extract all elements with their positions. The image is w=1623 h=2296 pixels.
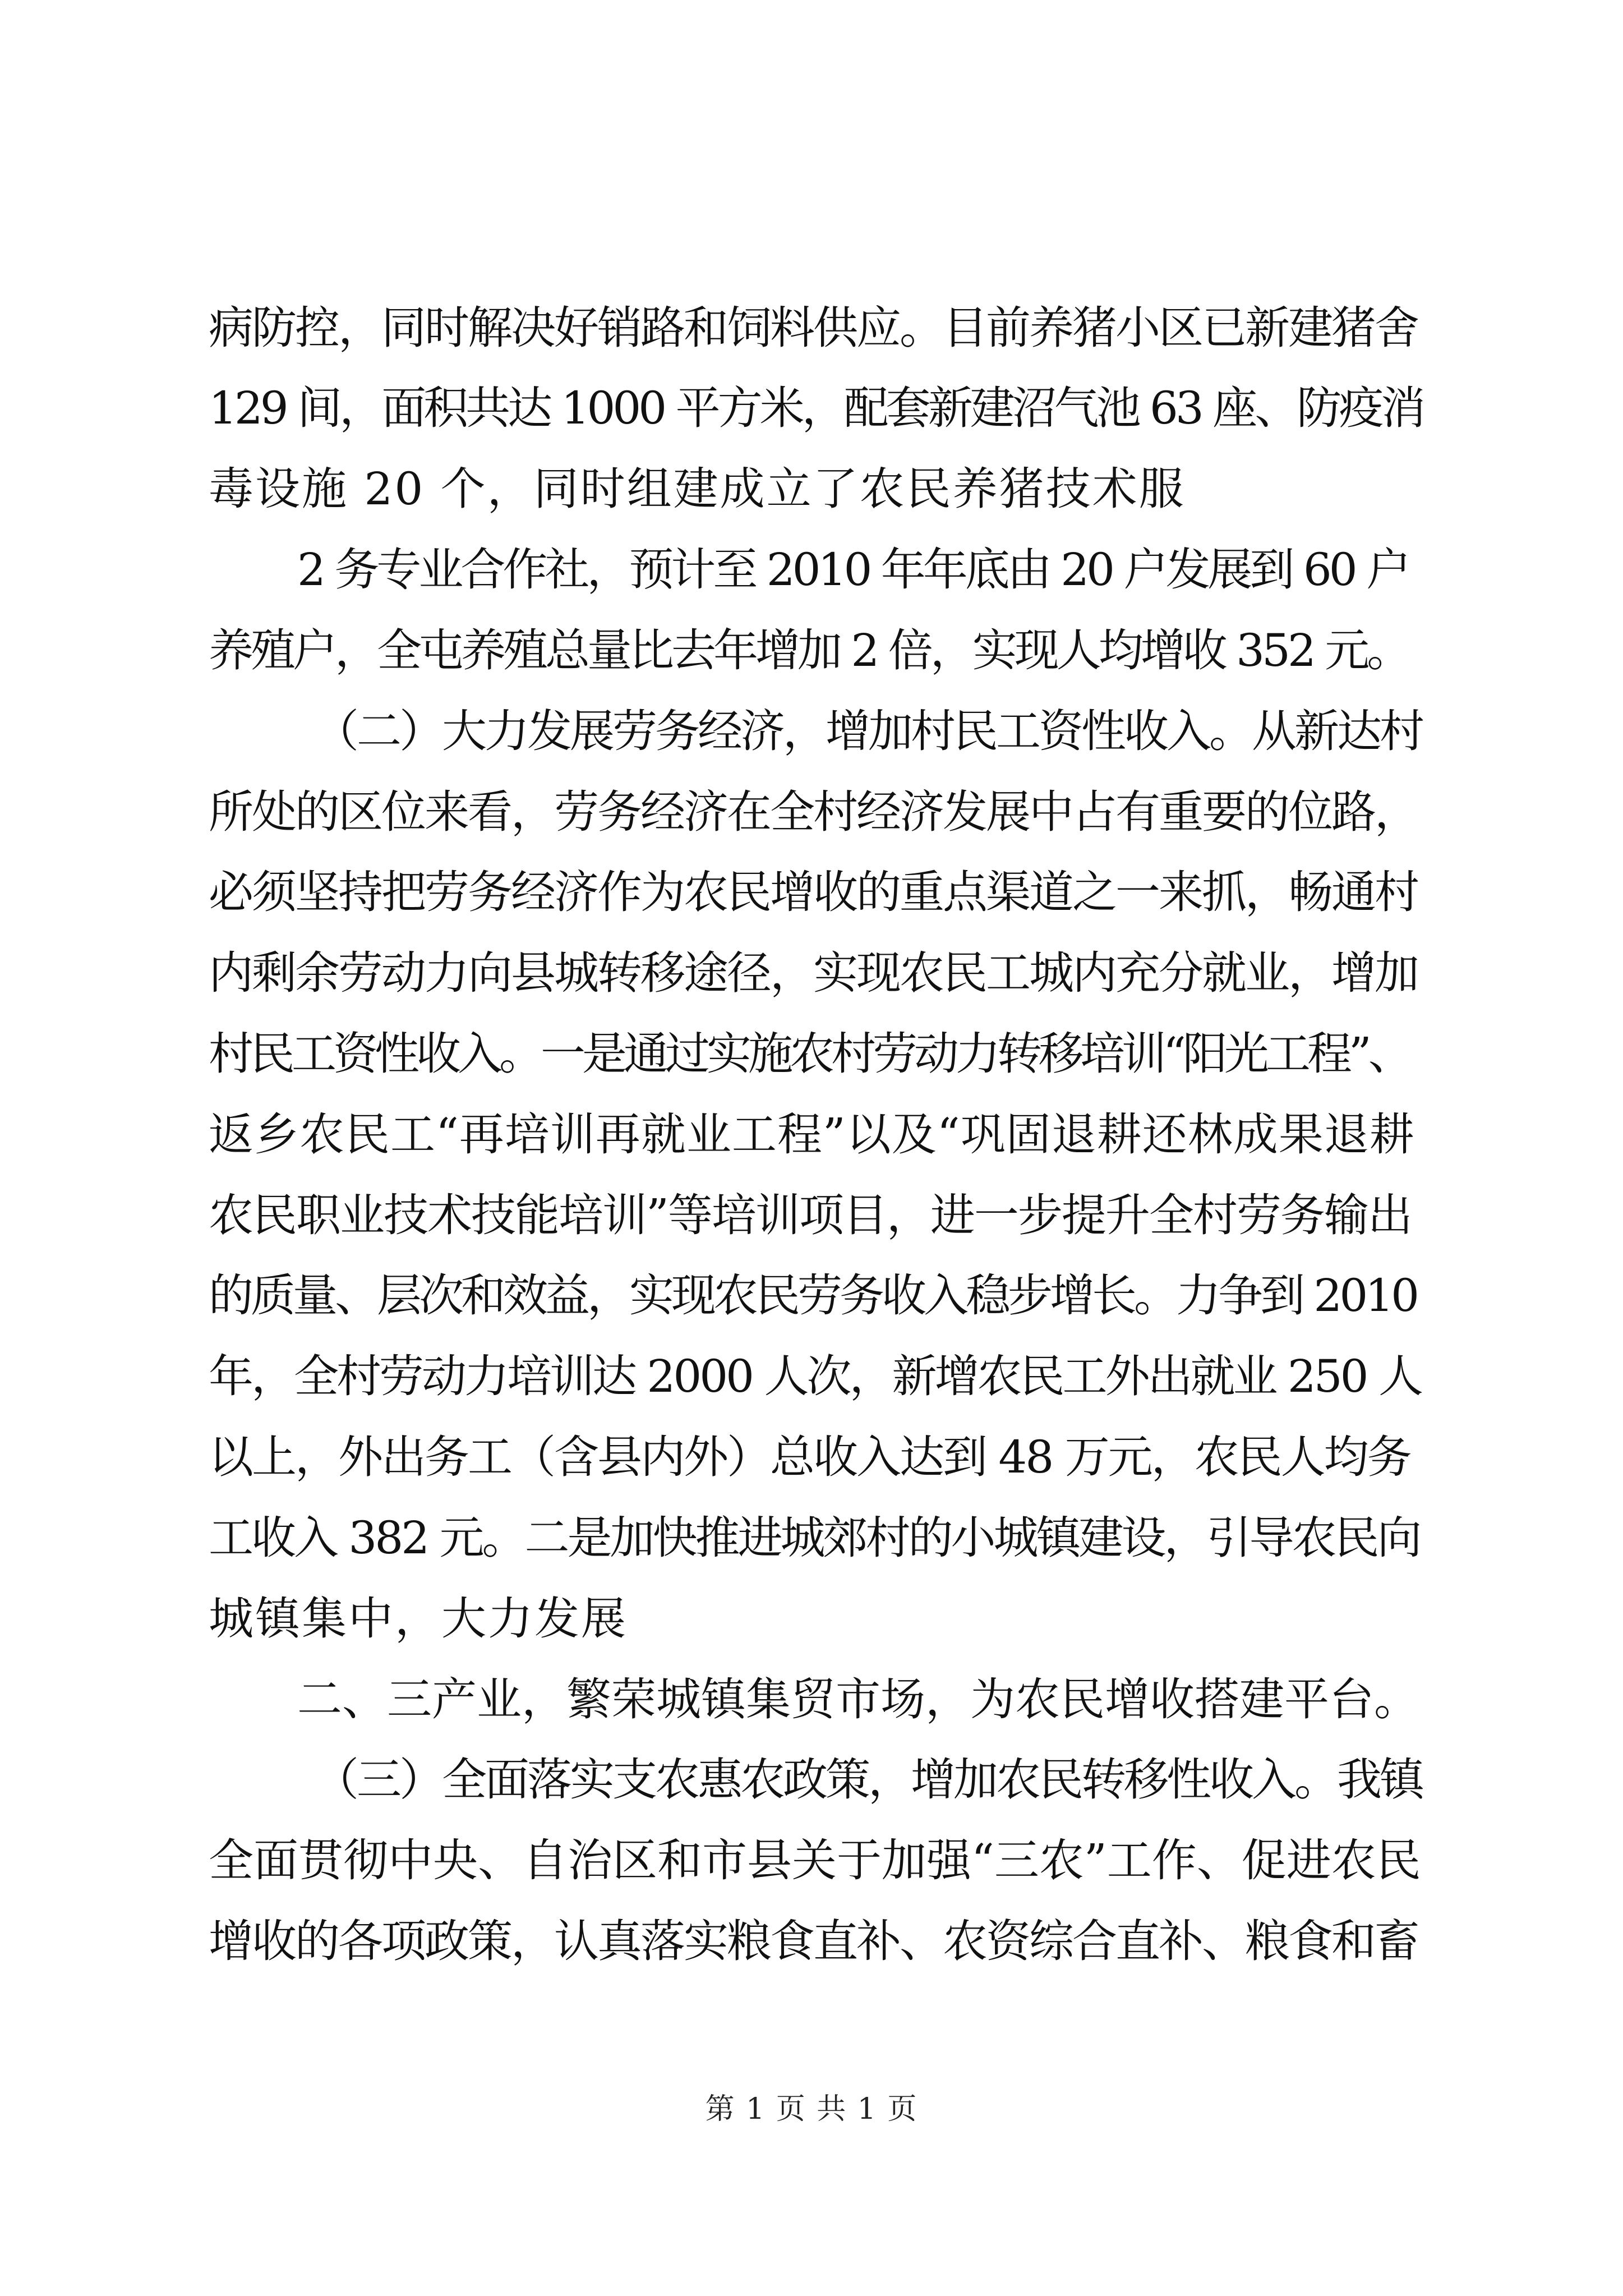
paragraph-line: 返乡农民工“再培训再就业工程”以及“巩固退耕还林成果退耕 xyxy=(209,1108,1415,1161)
paragraph-line: 农民职业技术技能培训”等培训项目，进一步提升全村劳务输出 xyxy=(209,1189,1412,1241)
paragraph-line: 城镇集中，大力发展 xyxy=(209,1593,628,1645)
paragraph-line: 必须坚持把劳务经济作为农民增收的重点渠道之一来抓，畅通村 xyxy=(209,866,1418,918)
paragraph-line: 毒设施 20 个，同时组建成立了农民养猪技术服 xyxy=(209,463,1186,515)
paragraph-line: 所处的区位来看，劳务经济在全村经济发展中占有重要的位路， xyxy=(209,786,1418,838)
paragraph-line: 工收入 382 元。二是加快推进城郊村的小城镇建设，引导农民向 xyxy=(209,1512,1420,1564)
paragraph-line: 129 间，面积共达 1000 平方米，配套新建沼气池 63 座、防疫消 xyxy=(209,382,1423,434)
paragraph-line: 养殖户，全屯养殖总量比去年增加 2 倍，实现人均增收 352 元。 xyxy=(209,624,1409,677)
section-heading-line: （三）全面落实支农惠农政策，增加农民转移性收入。我镇 xyxy=(314,1754,1422,1806)
paragraph-line: 增收的各项政策，认真落实粮食直补、农资综合直补、粮食和畜 xyxy=(209,1915,1418,1967)
paragraph-line: 病防控，同时解决好销路和饲料供应。目前养猪小区已新建猪舍 xyxy=(209,302,1418,354)
paragraph-line: 村民工资性收入。一是通过实施农村劳动力转移培训“阳光工程”、 xyxy=(209,1028,1410,1080)
paragraph-line: 以上，外出务工（含县内外）总收入达到 48 万元，农民人均务 xyxy=(209,1431,1410,1483)
paragraph-line: 全面贯彻中央、自治区和市县关于加强“三农”工作、促进农民 xyxy=(209,1834,1421,1887)
paragraph-line: 年，全村劳动力培训达 2000 人次，新增农民工外出就业 250 人 xyxy=(209,1350,1422,1402)
paragraph-line: 内剩余劳动力向县城转移途径，实现农民工城内充分就业，增加 xyxy=(209,947,1418,999)
page-footer: 第 1 页 共 1 页 xyxy=(705,2092,918,2126)
paragraph-line: 2 务专业合作社，预计至 2010 年年底由 20 户发展到 60 户 xyxy=(297,544,1409,596)
paragraph-line: 二、三产业，繁荣城镇集贸市场，为农民增收搭建平台。 xyxy=(297,1673,1419,1726)
section-heading-line: （二）大力发展劳务经济，增加村民工资性收入。从新达村 xyxy=(314,705,1422,757)
paragraph-line: 的质量、层次和效益，实现农民劳务收入稳步增长。力争到 2010 xyxy=(209,1269,1417,1322)
